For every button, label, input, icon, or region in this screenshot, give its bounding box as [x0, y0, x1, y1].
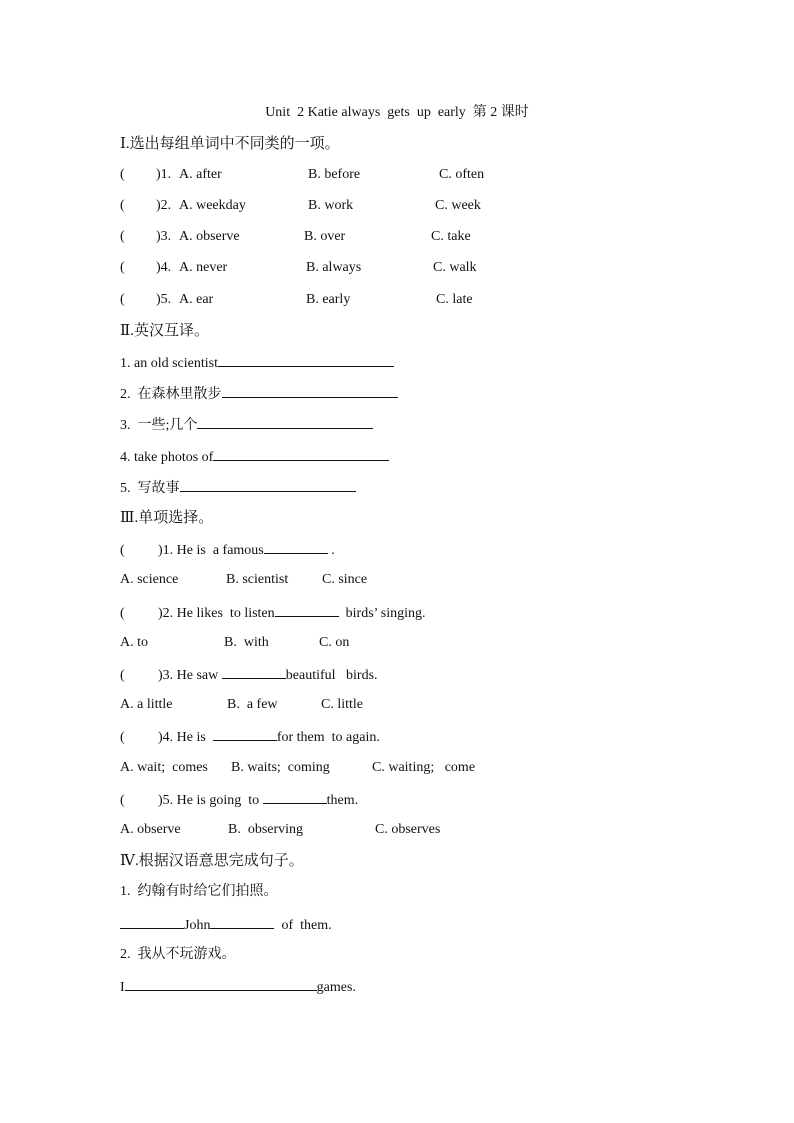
- item-number: )1.: [156, 167, 172, 182]
- answer-blank[interactable]: [180, 476, 356, 492]
- item-text: 3. 一些;几个: [120, 418, 198, 433]
- question-text: )2. He likes to listen: [158, 606, 275, 621]
- answer-blank[interactable]: [197, 413, 373, 429]
- s1-item-2: [120, 195, 720, 217]
- option-b: B. work: [308, 198, 354, 213]
- question-text: )3. He saw: [158, 668, 222, 683]
- option-b: B. before: [308, 167, 361, 182]
- answer-paren: (: [120, 606, 125, 621]
- option-c: C. since: [322, 572, 368, 587]
- item-number: )4.: [156, 260, 172, 275]
- option-b: B. always: [306, 260, 362, 275]
- option-b: B. over: [304, 229, 346, 244]
- answer-paren: (: [120, 793, 125, 808]
- s3-question-3: [120, 663, 378, 685]
- option-a: A. weekday: [179, 198, 246, 213]
- answer-paren: (: [120, 668, 125, 683]
- option-b: B. waits; coming: [231, 760, 330, 775]
- question-text-end: birds’ singing.: [338, 606, 426, 621]
- answer-blank[interactable]: [213, 445, 389, 461]
- worksheet-title: Unit 2 Katie always gets up early 第 2 课时: [265, 105, 529, 120]
- question-text: )5. He is going to: [158, 793, 263, 808]
- s3-options-5: [120, 819, 540, 841]
- question-text: )1. He is a famous: [158, 543, 264, 558]
- option-a: A. observe: [120, 822, 181, 837]
- sentence-end: of them.: [274, 918, 332, 933]
- s3-options-3: [120, 694, 520, 716]
- option-b: B. early: [306, 292, 351, 307]
- answer-paren: (: [120, 730, 125, 745]
- answer-paren: (: [120, 543, 125, 558]
- item-text: 5. 写故事: [120, 481, 180, 496]
- s4-answer-2: [120, 975, 356, 997]
- s3-options-1: [120, 569, 520, 591]
- item-text: 4. take photos of: [120, 450, 214, 465]
- answer-blank[interactable]: [263, 788, 327, 804]
- item-text: 1. an old scientist: [120, 356, 218, 371]
- s4-answer-1: [120, 913, 332, 935]
- sentence-start: I: [120, 980, 125, 995]
- s2-item-4: [120, 445, 389, 467]
- s2-item-3: [120, 413, 373, 435]
- option-a: A. after: [179, 167, 222, 182]
- option-c: C. on: [319, 635, 350, 650]
- option-b: B. with: [224, 635, 269, 650]
- option-b: B. observing: [228, 822, 304, 837]
- answer-blank[interactable]: [125, 975, 317, 991]
- question-text-end: for them to again.: [276, 730, 380, 745]
- option-c: C. take: [431, 229, 471, 244]
- option-c: C. late: [436, 292, 473, 307]
- answer-paren: (: [120, 198, 125, 213]
- answer-blank[interactable]: [275, 601, 339, 617]
- s3-question-2: [120, 601, 426, 623]
- answer-paren: (: [120, 260, 125, 275]
- s4-prompt-2: 2. 我从不玩游戏。: [120, 947, 236, 962]
- option-b: B. a few: [227, 697, 278, 712]
- s3-options-4: [120, 757, 540, 779]
- answer-blank[interactable]: [222, 382, 398, 398]
- item-text: 2. 在森林里散步: [120, 387, 222, 402]
- answer-paren: (: [120, 292, 125, 307]
- question-text-end: beautiful birds.: [285, 668, 378, 683]
- section-4-heading: Ⅳ.根据汉语意思完成句子。: [120, 853, 304, 869]
- question-text: )4. He is: [158, 730, 213, 745]
- option-c: C. observes: [375, 822, 441, 837]
- section-1-heading: Ⅰ.选出每组单词中不同类的一项。: [120, 136, 340, 152]
- option-a: A. science: [120, 572, 179, 587]
- answer-blank[interactable]: [264, 538, 328, 554]
- option-a: A. observe: [179, 229, 240, 244]
- answer-blank[interactable]: [222, 663, 286, 679]
- option-c: C. week: [435, 198, 481, 213]
- answer-blank[interactable]: [218, 351, 394, 367]
- option-c: C. often: [439, 167, 485, 182]
- option-c: C. walk: [433, 260, 477, 275]
- s3-question-5: [120, 788, 358, 810]
- s3-options-2: [120, 632, 520, 654]
- item-number: )3.: [156, 229, 172, 244]
- sentence-word: John: [184, 918, 211, 933]
- s2-item-1: [120, 351, 394, 373]
- s3-question-1: [120, 538, 335, 560]
- s1-item-5: [120, 289, 720, 311]
- option-b: B. scientist: [226, 572, 289, 587]
- answer-paren: (: [120, 229, 125, 244]
- s2-item-5: [120, 476, 356, 498]
- option-a: A. a little: [120, 697, 173, 712]
- item-number: )5.: [156, 292, 172, 307]
- s1-item-3: [120, 226, 720, 248]
- answer-blank[interactable]: [210, 913, 274, 929]
- option-a: A. ear: [179, 292, 214, 307]
- option-a: A. never: [179, 260, 228, 275]
- s3-question-4: [120, 725, 380, 747]
- s2-item-2: [120, 382, 398, 404]
- sentence-end: games.: [316, 980, 356, 995]
- answer-blank[interactable]: [213, 725, 277, 741]
- question-text-end: .: [327, 543, 335, 558]
- answer-paren: (: [120, 167, 125, 182]
- section-3-heading: Ⅲ.单项选择。: [120, 510, 214, 526]
- section-2-heading: Ⅱ.英汉互译。: [120, 323, 209, 339]
- option-a: A. wait; comes: [120, 760, 208, 775]
- option-c: C. little: [321, 697, 363, 712]
- question-text-end: them.: [326, 793, 359, 808]
- s1-item-4: [120, 257, 720, 279]
- answer-blank[interactable]: [120, 913, 184, 929]
- s1-item-1: [120, 164, 720, 186]
- s4-prompt-1: 1. 约翰有时给它们拍照。: [120, 884, 278, 899]
- option-c: C. waiting; come: [372, 760, 476, 775]
- item-number: )2.: [156, 198, 172, 213]
- option-a: A. to: [120, 635, 148, 650]
